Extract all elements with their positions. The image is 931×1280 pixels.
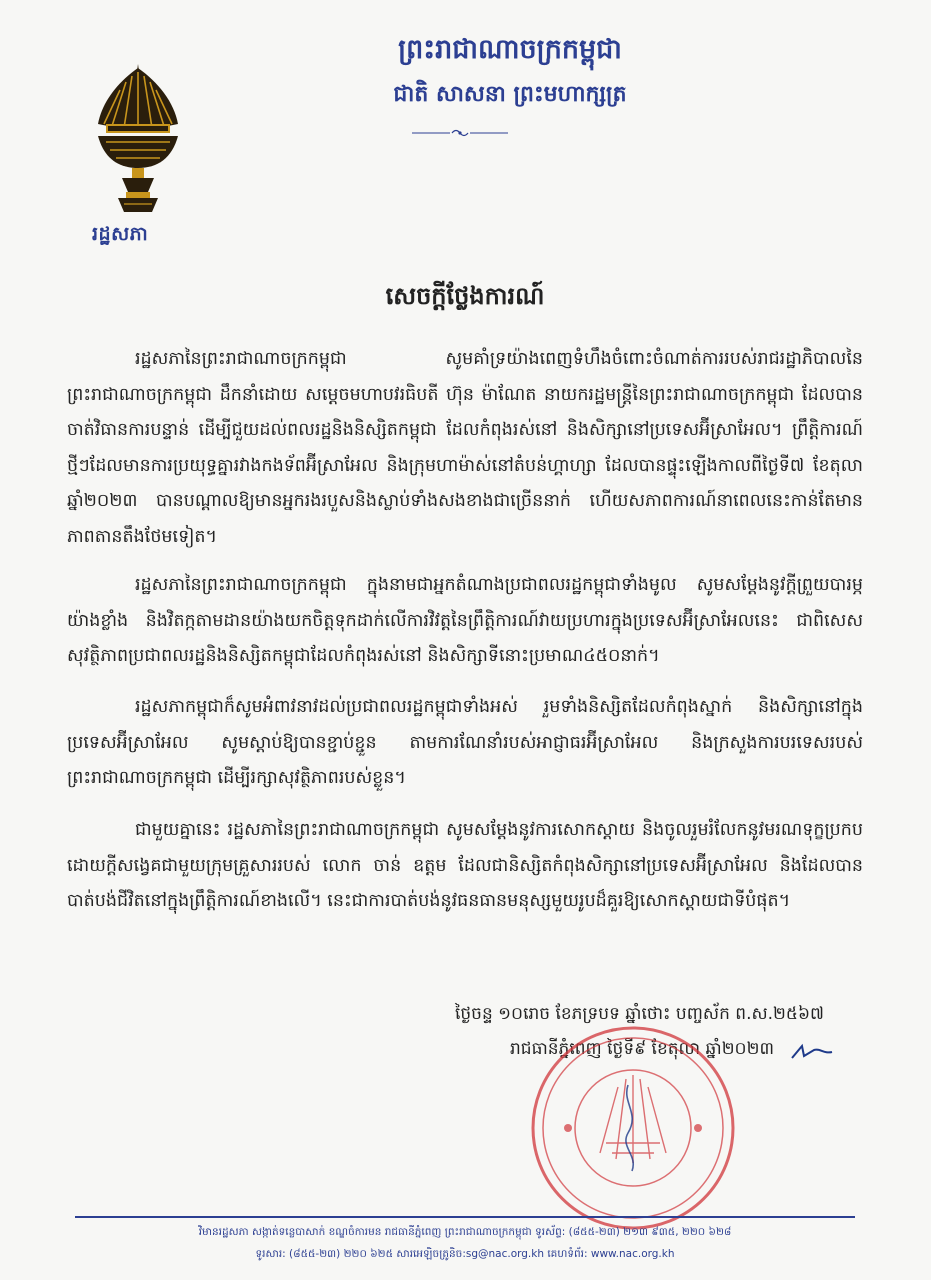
national-assembly-emblem-icon (88, 62, 188, 227)
signature-icon (788, 1040, 838, 1062)
paragraph-4: ជាមួយគ្នានេះ រដ្ឋសភានៃព្រះរាជាណាចក្រកម្ពុជា សូមសម្ដែងនូវការសោកស្ដាយ និងចូលរួមរំលែកនូវមរណទុក្ខប្រកបដោយក្ដីសង្វេគជាមួយក្រុមគ្រួសាររបស់ លោក ចាន់ ឧត្ដម ដែលជានិស្សិតកំពុងសិក្សានៅប្រទេសអ៊ីស្រាអែល និងដែលបានបាត់បង់ជីវិតនៅក្នុងព្រឹត្តិការណ៍ខាងលើ។ នេះជាការបាត់បង់នូវធនធានមនុស្សមួយរូបដ៏គួរឱ្យសោកស្ដាយជាទីបំផុត។ (67, 820, 863, 911)
paragraph-1: រដ្ឋសភានៃព្រះរាជាណាចក្រកម្ពុជា សូមគាំទ្រយ៉ាងពេញទំហឹងចំពោះចំណាត់ការរបស់រាជរដ្ឋាភិបាលនៃព្រះរាជាណាចក្រកម្ពុជា ដឹកនាំដោយ សម្ដេចមហាបវរធិបតី ហ៊ុន ម៉ាណែត នាយករដ្ឋមន្ត្រីនៃព្រះរាជាណាចក្រកម្ពុជា ដែលបានចាត់វិធានការបន្ទាន់ ដើម្បីជួយដល់ពលរដ្ឋនិងនិស្សិតកម្ពុជា ដែលកំពុងរស់នៅ និងសិក្សានៅប្រទេសអ៊ីស្រាអែល។ ព្រឹត្តិការណ៍ថ្មីៗដែលមានការប្រយុទ្ធគ្នារវាងកងទ័ពអ៊ីស្រាអែល និងក្រុមហាម៉ាស់នៅតំបន់ហ្គាហ្សា ដែលបានផ្ទុះឡើងកាលពីថ្ងៃទី៧ ខែតុលា ឆ្នាំ២០២៣ បានបណ្ដាលឱ្យមានអ្នករងរបួសនិងស្លាប់ទាំងសងខាងជាច្រើននាក់ ហើយសភាពការណ៍នាពេលនេះកាន់តែមានភាពតានតឹងថែមទៀត។ (67, 349, 863, 547)
footer-address: វិមានរដ្ឋសភា សង្កាត់ទន្លេបាសាក់ ខណ្ឌចំការមន រាជធានីភ្នំពេញ ព្រះរាជាណាចក្រកម្ពុជា ទូរស័ព្ទ: (៨៥៥-២៣) ២១៣ ៩៣៥, ២២០ ៦២៨ (198, 1226, 732, 1238)
official-seal-icon (528, 1023, 738, 1233)
paragraph-2: រដ្ឋសភានៃព្រះរាជាណាចក្រកម្ពុជា ក្នុងនាមជាអ្នកតំណាងប្រជាពលរដ្ឋកម្ពុជាទាំងមូល សូមសម្ដែងនូវក្ដីព្រួយបារម្ភយ៉ាងខ្លាំង និងវិតក្កតាមដានយ៉ាងយកចិត្តទុកដាក់លើការវិវត្តនៃព្រឹត្តិការណ៍វាយប្រហារក្នុងប្រទេសអ៊ីស្រាអែលនេះ ជាពិសេស សុវត្ថិភាពប្រជាពលរដ្ឋនិងនិស្សិតកម្ពុជាដែលកំពុងរស់នៅ និងសិក្សាទីនោះប្រមាណ៤៥០នាក់។ (67, 575, 863, 666)
footer-divider (75, 1216, 855, 1218)
solar-date: រាជធានីភ្នំពេញ ថ្ងៃទី៩ ខែតុលា ឆ្នាំ២០២៣ (510, 1039, 774, 1059)
national-motto: ជាតិ សាសនា ព្រះមហាក្សត្រ (393, 82, 627, 107)
lunar-date: ថ្ងៃចន្ទ ១០រោច ខែភទ្របទ ឆ្នាំថោះ បញ្ចស័ក ព.ស.២៥៦៧ (455, 1004, 824, 1024)
kingdom-heading: ព្រះរាជាណាចក្រកម្ពុជា (398, 34, 622, 65)
document-title: សេចក្ដីថ្លែងការណ៍ (385, 282, 545, 310)
paragraph-3: រដ្ឋសភាកម្ពុជាក៏សូមអំពាវនាវដល់ប្រជាពលរដ្ឋកម្ពុជាទាំងអស់ រួមទាំងនិស្សិតដែលកំពុងស្នាក់ និងសិក្សានៅក្នុងប្រទេសអ៊ីស្រាអែល សូមស្ដាប់ឱ្យបានខ្ជាប់ខ្ជួន តាមការណែនាំរបស់អាជ្ញាធរអ៊ីស្រាអែល និងក្រសួងការបរទេសរបស់ព្រះរាជាណាចក្រកម្ពុជា ដើម្បីរក្សាសុវត្ថិភាពរបស់ខ្លួន។ (67, 697, 863, 788)
ornament-divider-icon (410, 127, 510, 139)
organization-name: រដ្ឋសភា (92, 223, 149, 245)
footer-contact: ទូរសារ: (៨៥៥-២៣) ២២០ ៦២៥ សារអេឡិចត្រូនិច:sg@nac.org.kh គេហទំព័រ: www.nac.org.kh (255, 1248, 675, 1260)
